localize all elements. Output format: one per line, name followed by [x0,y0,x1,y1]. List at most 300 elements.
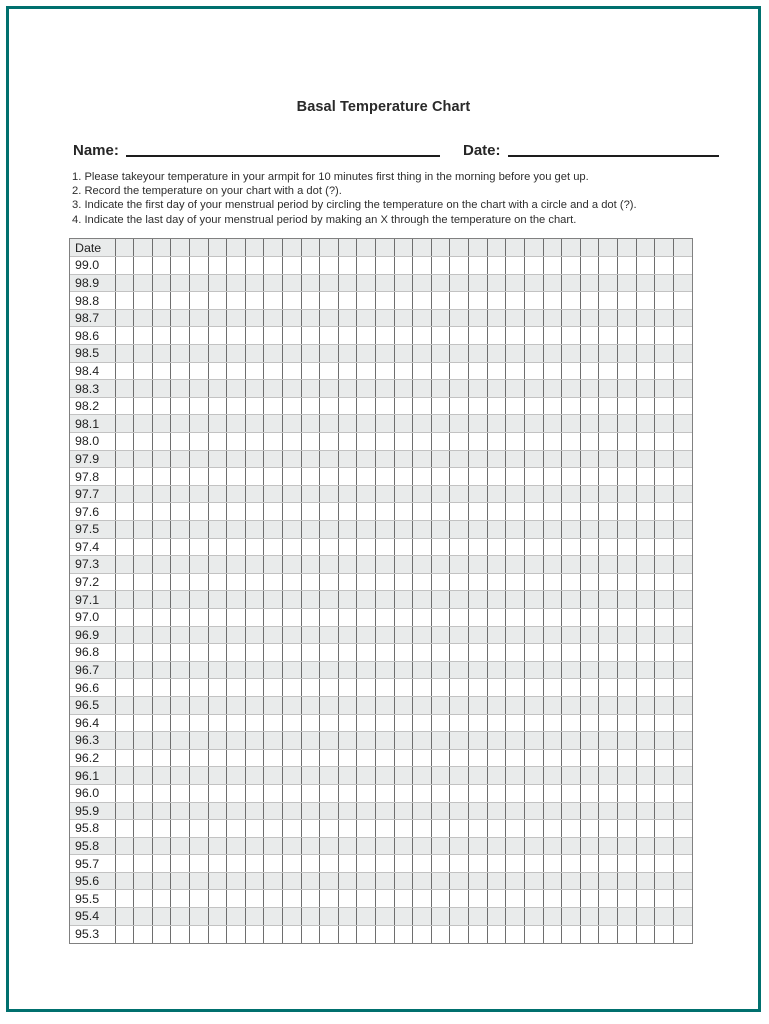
chart-entry-cell[interactable] [655,626,674,644]
chart-entry-cell[interactable] [599,908,618,926]
chart-entry-cell[interactable] [636,820,655,838]
chart-entry-cell[interactable] [282,784,301,802]
chart-entry-cell[interactable] [487,503,506,521]
chart-entry-cell[interactable] [264,327,283,345]
chart-entry-cell[interactable] [245,573,264,591]
chart-entry-cell[interactable] [487,450,506,468]
chart-entry-cell[interactable] [394,732,413,750]
chart-entry-cell[interactable] [673,503,692,521]
chart-entry-cell[interactable] [282,345,301,363]
chart-entry-cell[interactable] [543,767,562,785]
chart-entry-cell[interactable] [134,644,153,662]
chart-entry-cell[interactable] [357,292,376,310]
chart-entry-cell[interactable] [506,732,525,750]
chart-entry-cell[interactable] [282,433,301,451]
chart-entry-cell[interactable] [338,855,357,873]
chart-entry-cell[interactable] [450,855,469,873]
chart-entry-cell[interactable] [357,362,376,380]
chart-entry-cell[interactable] [431,626,450,644]
chart-entry-cell[interactable] [245,380,264,398]
chart-entry-cell[interactable] [134,749,153,767]
chart-entry-cell[interactable] [599,468,618,486]
chart-entry-cell[interactable] [171,855,190,873]
chart-entry-cell[interactable] [617,503,636,521]
chart-entry-cell[interactable] [320,538,339,556]
chart-entry-cell[interactable] [655,749,674,767]
chart-entry-cell[interactable] [264,397,283,415]
chart-entry-cell[interactable] [171,679,190,697]
chart-entry-cell[interactable] [115,257,134,275]
chart-entry-cell[interactable] [524,327,543,345]
chart-entry-cell[interactable] [152,661,171,679]
chart-entry-cell[interactable] [245,608,264,626]
chart-entry-cell[interactable] [320,415,339,433]
chart-entry-cell[interactable] [115,309,134,327]
chart-entry-cell[interactable] [227,696,246,714]
chart-entry-cell[interactable] [636,749,655,767]
chart-entry-cell[interactable] [413,644,432,662]
chart-entry-cell[interactable] [301,802,320,820]
chart-entry-cell[interactable] [208,345,227,363]
chart-entry-cell[interactable] [524,292,543,310]
chart-entry-cell[interactable] [301,309,320,327]
chart-entry-cell[interactable] [543,345,562,363]
chart-entry-cell[interactable] [245,855,264,873]
chart-entry-cell[interactable] [115,468,134,486]
chart-entry-cell[interactable] [338,521,357,539]
chart-entry-cell[interactable] [506,644,525,662]
chart-entry-cell[interactable] [562,503,581,521]
chart-entry-cell[interactable] [301,573,320,591]
chart-entry-cell[interactable] [543,468,562,486]
chart-entry-cell[interactable] [617,274,636,292]
chart-entry-cell[interactable] [208,679,227,697]
chart-entry-cell[interactable] [599,855,618,873]
chart-entry-cell[interactable] [338,802,357,820]
chart-entry-cell[interactable] [227,749,246,767]
chart-entry-cell[interactable] [431,890,450,908]
chart-entry-cell[interactable] [320,784,339,802]
chart-entry-cell[interactable] [524,925,543,943]
chart-entry-cell[interactable] [580,573,599,591]
chart-entry-cell[interactable] [431,556,450,574]
chart-entry-cell[interactable] [487,573,506,591]
chart-entry-cell[interactable] [431,257,450,275]
chart-entry-cell[interactable] [282,890,301,908]
chart-entry-cell[interactable] [413,309,432,327]
chart-entry-cell[interactable] [617,485,636,503]
chart-entry-cell[interactable] [264,644,283,662]
chart-entry-cell[interactable] [562,274,581,292]
chart-entry-cell[interactable] [469,749,488,767]
chart-entry-cell[interactable] [208,890,227,908]
chart-entry-cell[interactable] [357,784,376,802]
chart-entry-cell[interactable] [487,327,506,345]
chart-entry-cell[interactable] [282,696,301,714]
day-column-header-cell[interactable] [134,239,153,257]
chart-entry-cell[interactable] [580,468,599,486]
chart-entry-cell[interactable] [450,433,469,451]
chart-entry-cell[interactable] [450,292,469,310]
chart-entry-cell[interactable] [282,257,301,275]
chart-entry-cell[interactable] [320,345,339,363]
chart-entry-cell[interactable] [543,415,562,433]
chart-entry-cell[interactable] [264,345,283,363]
chart-entry-cell[interactable] [376,362,395,380]
chart-entry-cell[interactable] [357,714,376,732]
chart-entry-cell[interactable] [673,362,692,380]
chart-entry-cell[interactable] [673,890,692,908]
chart-entry-cell[interactable] [134,397,153,415]
chart-entry-cell[interactable] [655,872,674,890]
chart-entry-cell[interactable] [282,521,301,539]
chart-entry-cell[interactable] [543,837,562,855]
chart-entry-cell[interactable] [282,925,301,943]
chart-entry-cell[interactable] [487,345,506,363]
chart-entry-cell[interactable] [617,433,636,451]
chart-entry-cell[interactable] [376,820,395,838]
chart-entry-cell[interactable] [543,397,562,415]
chart-entry-cell[interactable] [413,890,432,908]
chart-entry-cell[interactable] [227,855,246,873]
chart-entry-cell[interactable] [171,837,190,855]
chart-entry-cell[interactable] [227,626,246,644]
chart-entry-cell[interactable] [282,556,301,574]
chart-entry-cell[interactable] [208,644,227,662]
chart-entry-cell[interactable] [301,732,320,750]
chart-entry-cell[interactable] [320,626,339,644]
chart-entry-cell[interactable] [599,503,618,521]
chart-entry-cell[interactable] [543,644,562,662]
chart-entry-cell[interactable] [450,732,469,750]
chart-entry-cell[interactable] [450,696,469,714]
chart-entry-cell[interactable] [580,661,599,679]
chart-entry-cell[interactable] [580,591,599,609]
chart-entry-cell[interactable] [673,538,692,556]
chart-entry-cell[interactable] [376,749,395,767]
chart-entry-cell[interactable] [282,732,301,750]
chart-entry-cell[interactable] [524,415,543,433]
day-column-header-cell[interactable] [338,239,357,257]
chart-entry-cell[interactable] [282,626,301,644]
chart-entry-cell[interactable] [431,292,450,310]
chart-entry-cell[interactable] [450,503,469,521]
chart-entry-cell[interactable] [152,309,171,327]
chart-entry-cell[interactable] [469,714,488,732]
chart-entry-cell[interactable] [208,608,227,626]
chart-entry-cell[interactable] [171,468,190,486]
chart-entry-cell[interactable] [469,503,488,521]
chart-entry-cell[interactable] [487,749,506,767]
chart-entry-cell[interactable] [580,415,599,433]
chart-entry-cell[interactable] [245,591,264,609]
chart-entry-cell[interactable] [115,644,134,662]
chart-entry-cell[interactable] [115,521,134,539]
chart-entry-cell[interactable] [301,872,320,890]
chart-entry-cell[interactable] [506,362,525,380]
chart-entry-cell[interactable] [394,661,413,679]
chart-entry-cell[interactable] [431,837,450,855]
chart-entry-cell[interactable] [171,380,190,398]
chart-entry-cell[interactable] [487,485,506,503]
chart-entry-cell[interactable] [134,925,153,943]
chart-entry-cell[interactable] [245,538,264,556]
chart-entry-cell[interactable] [562,538,581,556]
chart-entry-cell[interactable] [134,538,153,556]
chart-entry-cell[interactable] [655,345,674,363]
chart-entry-cell[interactable] [152,433,171,451]
chart-entry-cell[interactable] [301,925,320,943]
chart-entry-cell[interactable] [134,503,153,521]
chart-entry-cell[interactable] [245,345,264,363]
chart-entry-cell[interactable] [599,257,618,275]
chart-entry-cell[interactable] [655,327,674,345]
chart-entry-cell[interactable] [394,767,413,785]
chart-entry-cell[interactable] [376,644,395,662]
chart-entry-cell[interactable] [636,292,655,310]
chart-entry-cell[interactable] [189,714,208,732]
chart-entry-cell[interactable] [673,309,692,327]
chart-entry-cell[interactable] [301,837,320,855]
chart-entry-cell[interactable] [152,415,171,433]
chart-entry-cell[interactable] [376,908,395,926]
chart-entry-cell[interactable] [376,503,395,521]
chart-entry-cell[interactable] [115,415,134,433]
chart-entry-cell[interactable] [227,345,246,363]
chart-entry-cell[interactable] [227,679,246,697]
chart-entry-cell[interactable] [413,556,432,574]
chart-entry-cell[interactable] [264,784,283,802]
chart-entry-cell[interactable] [506,908,525,926]
chart-entry-cell[interactable] [245,626,264,644]
chart-entry-cell[interactable] [636,802,655,820]
chart-entry-cell[interactable] [506,696,525,714]
chart-entry-cell[interactable] [487,679,506,697]
chart-entry-cell[interactable] [580,345,599,363]
chart-entry-cell[interactable] [562,521,581,539]
chart-entry-cell[interactable] [450,872,469,890]
chart-entry-cell[interactable] [487,556,506,574]
chart-entry-cell[interactable] [189,890,208,908]
chart-entry-cell[interactable] [264,908,283,926]
chart-entry-cell[interactable] [134,556,153,574]
chart-entry-cell[interactable] [282,908,301,926]
chart-entry-cell[interactable] [599,485,618,503]
chart-entry-cell[interactable] [171,732,190,750]
chart-entry-cell[interactable] [376,538,395,556]
chart-entry-cell[interactable] [134,784,153,802]
chart-entry-cell[interactable] [487,274,506,292]
chart-entry-cell[interactable] [673,644,692,662]
chart-entry-cell[interactable] [171,257,190,275]
chart-entry-cell[interactable] [431,485,450,503]
chart-entry-cell[interactable] [152,749,171,767]
chart-entry-cell[interactable] [227,485,246,503]
chart-entry-cell[interactable] [301,820,320,838]
chart-entry-cell[interactable] [636,415,655,433]
chart-entry-cell[interactable] [543,556,562,574]
chart-entry-cell[interactable] [282,292,301,310]
chart-entry-cell[interactable] [338,820,357,838]
chart-entry-cell[interactable] [320,679,339,697]
chart-entry-cell[interactable] [580,608,599,626]
chart-entry-cell[interactable] [413,767,432,785]
chart-entry-cell[interactable] [506,573,525,591]
chart-entry-cell[interactable] [562,591,581,609]
chart-entry-cell[interactable] [413,626,432,644]
chart-entry-cell[interactable] [338,626,357,644]
chart-entry-cell[interactable] [394,433,413,451]
chart-entry-cell[interactable] [431,327,450,345]
chart-entry-cell[interactable] [524,485,543,503]
chart-entry-cell[interactable] [189,626,208,644]
chart-entry-cell[interactable] [506,415,525,433]
chart-entry-cell[interactable] [394,397,413,415]
chart-entry-cell[interactable] [208,362,227,380]
chart-entry-cell[interactable] [580,485,599,503]
chart-entry-cell[interactable] [524,802,543,820]
chart-entry-cell[interactable] [171,503,190,521]
chart-entry-cell[interactable] [394,714,413,732]
chart-entry-cell[interactable] [431,820,450,838]
chart-entry-cell[interactable] [599,327,618,345]
chart-entry-cell[interactable] [227,732,246,750]
chart-entry-cell[interactable] [208,309,227,327]
chart-entry-cell[interactable] [208,292,227,310]
chart-entry-cell[interactable] [580,292,599,310]
chart-entry-cell[interactable] [487,696,506,714]
chart-entry-cell[interactable] [413,679,432,697]
chart-entry-cell[interactable] [562,855,581,873]
chart-entry-cell[interactable] [469,450,488,468]
chart-entry-cell[interactable] [394,573,413,591]
chart-entry-cell[interactable] [524,380,543,398]
day-column-header-cell[interactable] [580,239,599,257]
chart-entry-cell[interactable] [487,292,506,310]
chart-entry-cell[interactable] [189,468,208,486]
chart-entry-cell[interactable] [245,820,264,838]
chart-entry-cell[interactable] [338,837,357,855]
chart-entry-cell[interactable] [264,591,283,609]
chart-entry-cell[interactable] [264,626,283,644]
chart-entry-cell[interactable] [208,591,227,609]
day-column-header-cell[interactable] [152,239,171,257]
chart-entry-cell[interactable] [115,397,134,415]
chart-entry-cell[interactable] [599,767,618,785]
chart-entry-cell[interactable] [524,714,543,732]
chart-entry-cell[interactable] [543,591,562,609]
chart-entry-cell[interactable] [562,696,581,714]
chart-entry-cell[interactable] [171,309,190,327]
chart-entry-cell[interactable] [376,767,395,785]
chart-entry-cell[interactable] [562,890,581,908]
chart-entry-cell[interactable] [152,468,171,486]
chart-entry-cell[interactable] [469,890,488,908]
chart-entry-cell[interactable] [208,714,227,732]
chart-entry-cell[interactable] [431,661,450,679]
chart-entry-cell[interactable] [134,433,153,451]
chart-entry-cell[interactable] [617,521,636,539]
chart-entry-cell[interactable] [245,468,264,486]
chart-entry-cell[interactable] [543,485,562,503]
chart-entry-cell[interactable] [450,591,469,609]
chart-entry-cell[interactable] [617,802,636,820]
chart-entry-cell[interactable] [562,345,581,363]
chart-entry-cell[interactable] [227,890,246,908]
chart-entry-cell[interactable] [264,696,283,714]
chart-entry-cell[interactable] [524,591,543,609]
chart-entry-cell[interactable] [338,714,357,732]
chart-entry-cell[interactable] [562,626,581,644]
chart-entry-cell[interactable] [450,257,469,275]
chart-entry-cell[interactable] [617,591,636,609]
chart-entry-cell[interactable] [524,626,543,644]
chart-entry-cell[interactable] [208,767,227,785]
chart-entry-cell[interactable] [673,802,692,820]
chart-entry-cell[interactable] [282,714,301,732]
chart-entry-cell[interactable] [394,292,413,310]
chart-entry-cell[interactable] [580,538,599,556]
chart-entry-cell[interactable] [376,696,395,714]
chart-entry-cell[interactable] [543,749,562,767]
chart-entry-cell[interactable] [301,855,320,873]
chart-entry-cell[interactable] [673,556,692,574]
chart-entry-cell[interactable] [655,503,674,521]
chart-entry-cell[interactable] [152,644,171,662]
chart-entry-cell[interactable] [338,309,357,327]
chart-entry-cell[interactable] [282,450,301,468]
chart-entry-cell[interactable] [152,327,171,345]
chart-entry-cell[interactable] [506,714,525,732]
chart-entry-cell[interactable] [338,573,357,591]
chart-entry-cell[interactable] [673,345,692,363]
chart-entry-cell[interactable] [264,450,283,468]
chart-entry-cell[interactable] [562,820,581,838]
chart-entry-cell[interactable] [189,679,208,697]
chart-entry-cell[interactable] [189,661,208,679]
chart-entry-cell[interactable] [245,257,264,275]
chart-entry-cell[interactable] [431,908,450,926]
day-column-header-cell[interactable] [376,239,395,257]
chart-entry-cell[interactable] [469,415,488,433]
chart-entry-cell[interactable] [543,362,562,380]
chart-entry-cell[interactable] [413,292,432,310]
chart-entry-cell[interactable] [655,925,674,943]
chart-entry-cell[interactable] [636,573,655,591]
chart-entry-cell[interactable] [580,274,599,292]
chart-entry-cell[interactable] [524,556,543,574]
chart-entry-cell[interactable] [338,732,357,750]
chart-entry-cell[interactable] [506,450,525,468]
chart-entry-cell[interactable] [301,345,320,363]
chart-entry-cell[interactable] [115,591,134,609]
chart-entry-cell[interactable] [580,679,599,697]
chart-entry-cell[interactable] [376,591,395,609]
chart-entry-cell[interactable] [636,397,655,415]
chart-entry-cell[interactable] [617,415,636,433]
chart-entry-cell[interactable] [227,521,246,539]
chart-entry-cell[interactable] [338,415,357,433]
chart-entry-cell[interactable] [189,696,208,714]
chart-entry-cell[interactable] [189,503,208,521]
chart-entry-cell[interactable] [376,397,395,415]
chart-entry-cell[interactable] [301,415,320,433]
chart-entry-cell[interactable] [171,696,190,714]
chart-entry-cell[interactable] [431,784,450,802]
chart-entry-cell[interactable] [264,820,283,838]
chart-entry-cell[interactable] [450,309,469,327]
chart-entry-cell[interactable] [469,767,488,785]
